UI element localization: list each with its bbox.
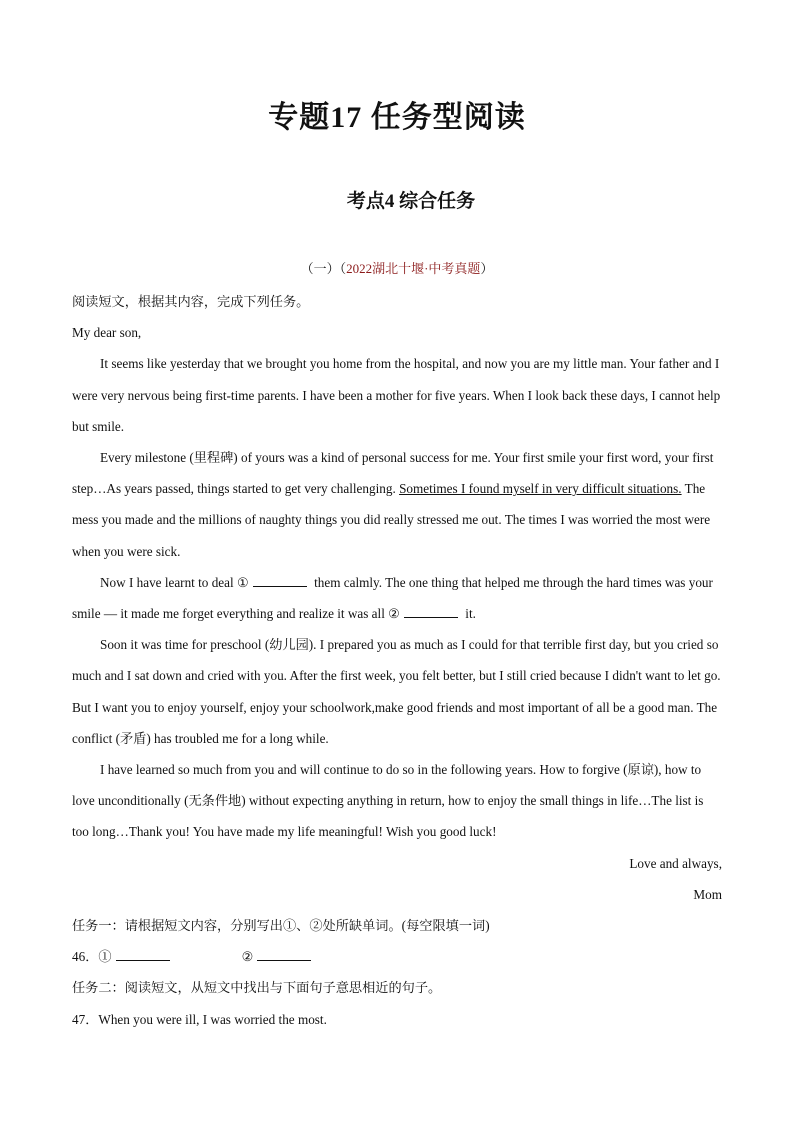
blank-marker-1: ① — [236, 574, 249, 590]
blank-2[interactable] — [404, 605, 458, 618]
instruction: 阅读短文，根据其内容，完成下列任务。 — [72, 294, 310, 309]
answer-blank-1[interactable] — [116, 948, 170, 961]
underlined-sentence: Sometimes I found myself in very difficult situations. — [399, 481, 682, 497]
signature: Mom — [693, 886, 722, 902]
task-2: 任务二：阅读短文，从短文中找出与下面句子意思相近的句子。 — [72, 980, 442, 996]
section-subtitle: 考点4 综合任务 — [346, 191, 476, 212]
source-label: 2022湖北十堰·中考真题 — [346, 261, 481, 276]
question-46: 46．① ② — [72, 941, 722, 972]
page-title: 专题17 任务型阅读 — [268, 101, 526, 134]
source-line: （一）（2022湖北十堰·中考真题） — [300, 261, 494, 276]
blank-1[interactable] — [253, 574, 307, 587]
paragraph-4: Soon it was time for preschool (幼儿园). I prepared you as much as I could for that terrible first day, but you cried so much and I sat down and cried with you. After the first week, you felt better, but I still cried because I didn't want to let go. But I want you to enjoy yourself, enjoy your schoolwork,make good friends and most important of all be a good man. The conflict (矛盾) has troubled me for a long while. — [72, 637, 721, 746]
paragraph-3: Now I have learnt to deal ① them calmly. The one thing that helped me through the hard times was your smile — it made me forget everything and realize it was all ② it. — [72, 574, 713, 622]
paragraph-1: It seems like yesterday that we brought you home from the hospital, and now you are my little man. Your father and I were very nervous being first-time parents. I have been a mother for five years. When I look back these days, I cannot help but smile. — [72, 356, 721, 434]
answer-blank-2[interactable] — [257, 948, 311, 961]
question-47: 47．When you were ill, I was worried the most. — [72, 1011, 327, 1027]
passage-body — [72, 286, 722, 1035]
task-1: 任务一：请根据短文内容，分别写出①、②处所缺单词。(每空限填一词) — [72, 918, 490, 934]
salutation: My dear son, — [72, 325, 142, 341]
blank-marker-2: ② — [388, 606, 400, 622]
closing: Love and always, — [629, 855, 722, 871]
paragraph-2: Every milestone (里程碑) of yours was a kind of personal success for me. Your first smile your first word, your first step…As years passed, things started to get very challenging. Sometimes I found myself in very difficult situations. The mess you made and the millions of naughty things you did really stressed me out. The times I was worried the most were when you were sick. — [72, 450, 714, 559]
paragraph-5: I have learned so much from you and will continue to do so in the following years. How to forgive (原谅), how to love unconditionally (无条件地) without expecting anything in return, how to enjoy the small things in life…The list is too long…Thank you! You have made my life meaningful! Wish you good luck! — [72, 762, 704, 840]
